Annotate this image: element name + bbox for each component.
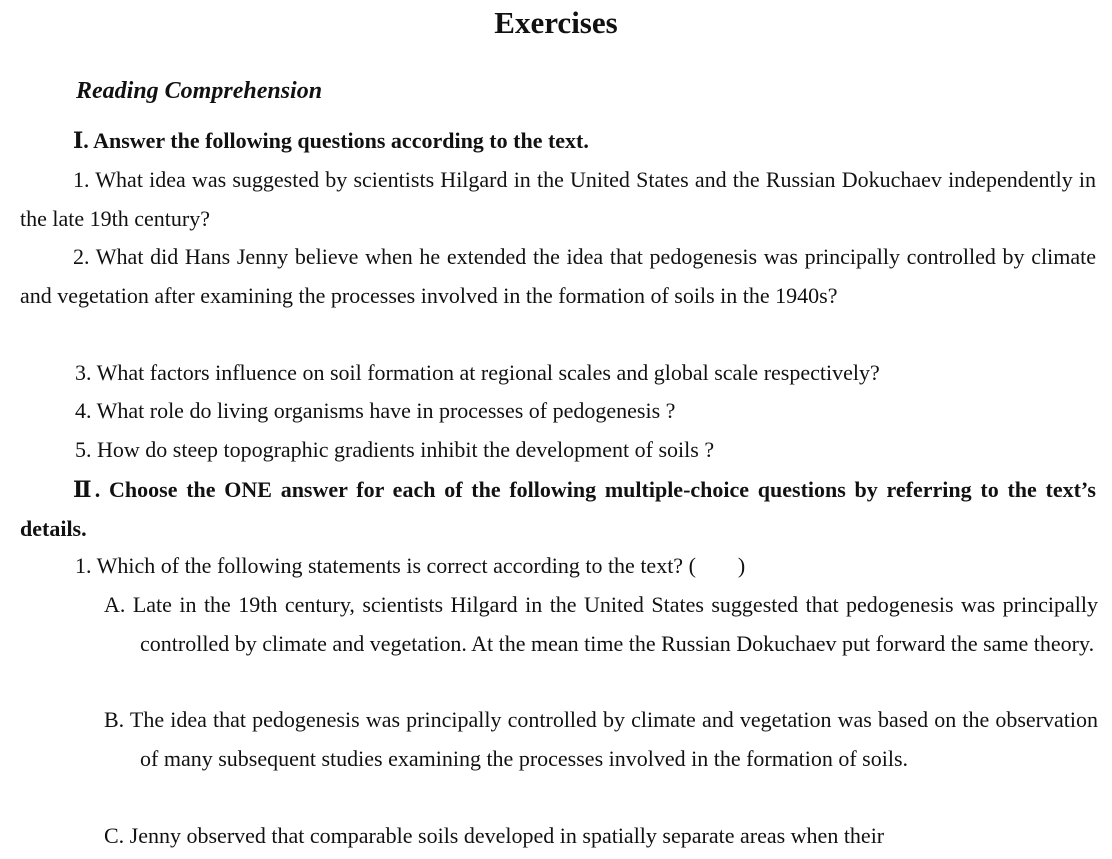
part1-question-5: 5. How do steep topographic gradients inhibit the development of soils ? bbox=[75, 437, 715, 462]
part1-question-2: 2. What did Hans Jenny believe when he extended the idea that pedogenesis was principally controlled by climate and vegetation after examining the processes involved in the formation of soils in the 1940s? bbox=[20, 244, 1096, 308]
blank-close-paren: ) bbox=[737, 553, 746, 578]
option-c: C. Jenny observed that comparable soils developed in spatially separate areas when their bbox=[104, 823, 885, 848]
section-heading: Reading Comprehension bbox=[76, 78, 323, 104]
question-stem-text: 1. Which of the following statements is correct according to the text? ( bbox=[75, 553, 696, 578]
part1-question-4: 4. What role do living organisms have in processes of pedogenesis ? bbox=[75, 398, 676, 423]
part1-question-1: 1. What idea was suggested by scientists Hilgard in the United States and the Russian Dokuchaev independently in the late 19th century? bbox=[20, 167, 1096, 231]
option-b: B. The idea that pedogenesis was principally controlled by climate and vegetation was based on the observation of many subsequent studies examining the processes involved in the formation of soils. bbox=[104, 707, 1098, 771]
part1-heading: Ⅰ. Answer the following questions according to the text. bbox=[73, 128, 589, 153]
part2-question-1-stem bbox=[75, 547, 745, 585]
part1-question-3: 3. What factors influence on soil formation at regional scales and global scale respectively? bbox=[75, 360, 880, 385]
page-title: Exercises bbox=[494, 5, 618, 40]
option-a: A. Late in the 19th century, scientists Hilgard in the United States suggested that pedogenesis was principally controlled by climate and vegetation. At the mean time the Russian Dokuchaev put forward the same theory. bbox=[104, 592, 1098, 656]
part2-heading: Ⅱ. Choose the ONE answer for each of the following multiple-choice questions by referring to the text’s details. bbox=[20, 477, 1096, 541]
